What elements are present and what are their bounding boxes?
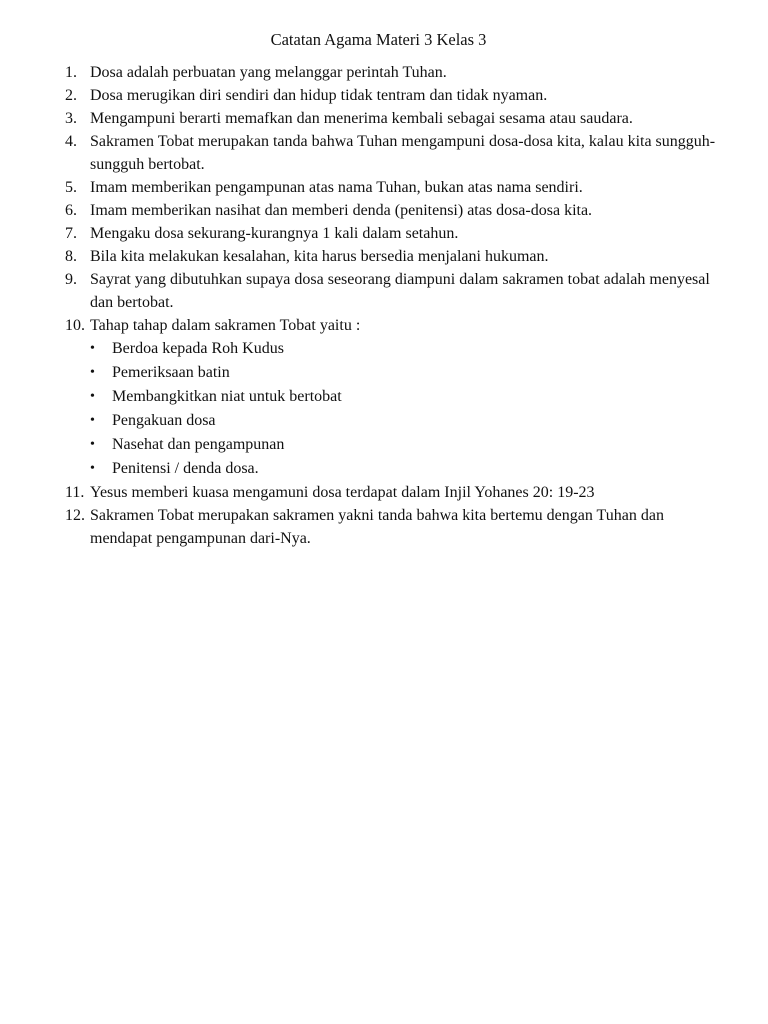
item-number: 8. [65, 248, 77, 265]
list-item [65, 245, 730, 268]
bullet-icon: • [90, 413, 95, 428]
list-item [65, 107, 730, 130]
bullet-list-container [65, 337, 730, 481]
item-text: Dosa merugikan diri sendiri dan hidup tidak tentram dan tidak nyaman. [90, 87, 548, 104]
bullet-text: Berdoa kepada Roh Kudus [112, 340, 284, 357]
item-text: Yesus memberi kuasa mengamuni dosa terdapat dalam Injil Yohanes 20: 19-23 [90, 484, 595, 501]
item-number: 3. [65, 110, 77, 127]
list-item [65, 199, 730, 222]
item-number: 7. [65, 225, 77, 242]
bullet-item [65, 385, 730, 409]
list-item [65, 176, 730, 199]
bullet-text: Membangkitkan niat untuk bertobat [112, 388, 342, 405]
item-number: 10. [65, 317, 85, 334]
item-number: 5. [65, 179, 77, 196]
bullet-text: Pemeriksaan batin [112, 364, 230, 381]
bullet-item [65, 433, 730, 457]
item-text: Sakramen Tobat merupakan sakramen yakni tanda bahwa kita bertemu dengan Tuhan dan mendapat pengampunan dari-Nya. [90, 507, 664, 547]
item-text: Imam memberikan nasihat dan memberi denda (penitensi) atas dosa-dosa kita. [90, 202, 593, 219]
item-number: 1. [65, 64, 77, 81]
bullet-text: Nasehat dan pengampunan [112, 436, 285, 453]
item-text: Tahap tahap dalam sakramen Tobat yaitu : [90, 317, 361, 334]
item-text: Imam memberikan pengampunan atas nama Tuhan, bukan atas nama sendiri. [90, 179, 583, 196]
item-text: Sayrat yang dibutuhkan supaya dosa seseorang diampuni dalam sakramen tobat adalah menyesal dan bertobat. [90, 271, 710, 311]
item-number: 9. [65, 271, 77, 288]
item-text: Dosa adalah perbuatan yang melanggar perintah Tuhan. [90, 64, 447, 81]
list-item [65, 130, 730, 176]
bullet-icon: • [90, 437, 95, 452]
bullet-list [65, 337, 730, 481]
document-title: Catatan Agama Materi 3 Kelas 3 [270, 30, 487, 49]
item-number: 12. [65, 507, 85, 524]
item-number: 4. [65, 133, 77, 150]
list-item [65, 222, 730, 245]
item-text: Mengaku dosa sekurang-kurangnya 1 kali dalam setahun. [90, 225, 459, 242]
list-item [65, 314, 730, 337]
list-item [65, 504, 730, 550]
numbered-list [65, 61, 730, 550]
bullet-text: Penitensi / denda dosa. [112, 460, 259, 477]
item-number: 2. [65, 87, 77, 104]
item-text: Sakramen Tobat merupakan tanda bahwa Tuhan mengampuni dosa-dosa kita, kalau kita sungguh-sungguh bertobat. [90, 133, 716, 173]
bullet-icon: • [90, 389, 95, 404]
bullet-icon: • [90, 341, 95, 356]
item-number: 6. [65, 202, 77, 219]
bullet-icon: • [90, 365, 95, 380]
list-item [65, 268, 730, 314]
bullet-item [65, 361, 730, 385]
list-item [65, 481, 730, 504]
item-text: Bila kita melakukan kesalahan, kita harus bersedia menjalani hukuman. [90, 248, 549, 265]
bullet-item [65, 409, 730, 433]
bullet-item [65, 457, 730, 481]
bullet-item [65, 337, 730, 361]
bullet-text: Pengakuan dosa [112, 412, 216, 429]
list-item [65, 84, 730, 107]
list-item [65, 61, 730, 84]
item-number: 11. [65, 484, 85, 501]
item-text: Mengampuni berarti memafkan dan menerima kembali sebagai sesama atau saudara. [90, 110, 633, 127]
bullet-icon: • [90, 461, 95, 476]
